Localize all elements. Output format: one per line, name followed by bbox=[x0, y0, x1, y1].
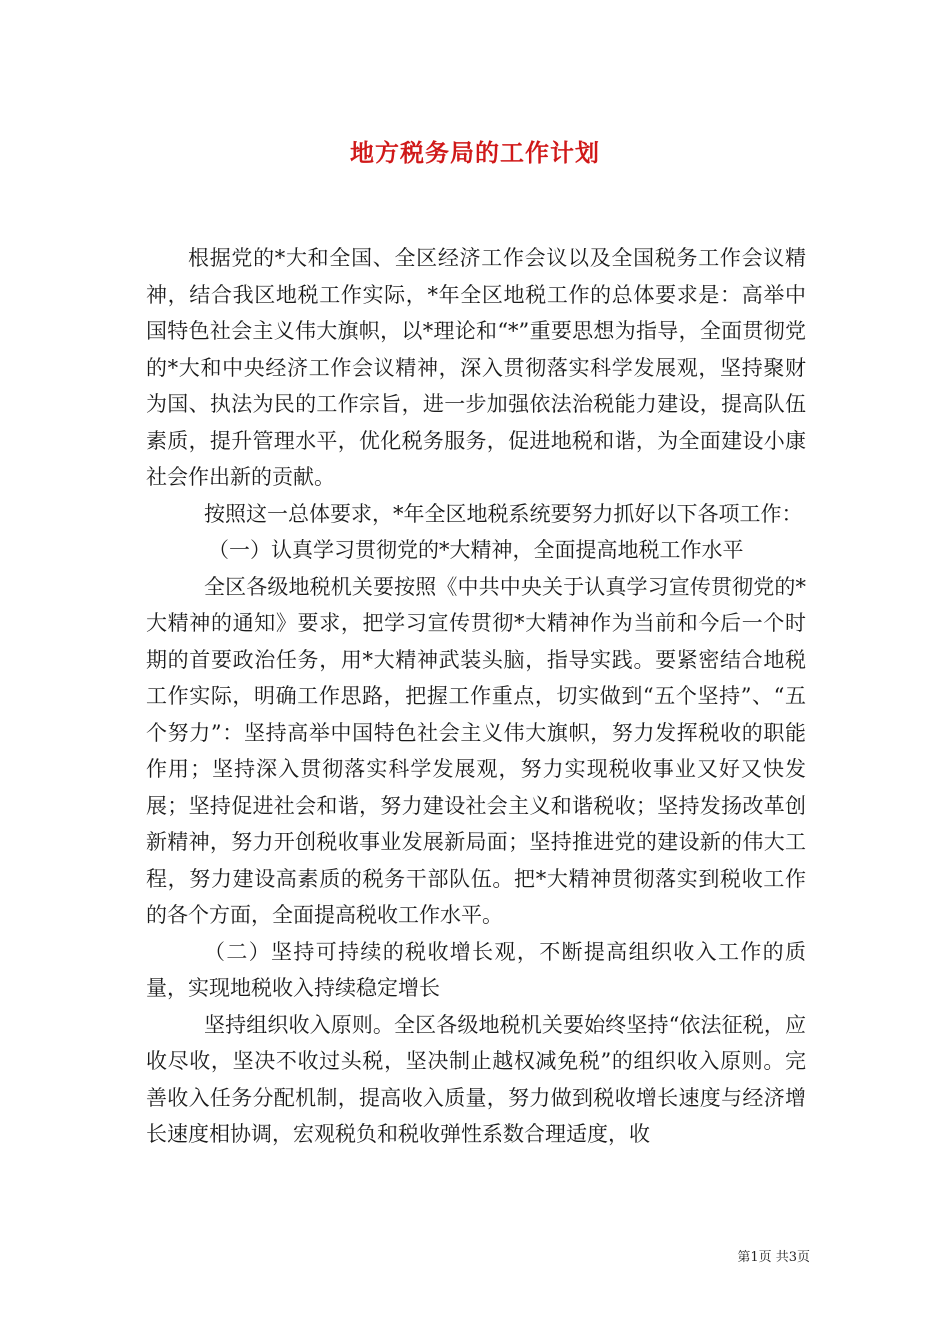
page-number: 第1页 共3页 bbox=[737, 1250, 810, 1265]
document-title: 地方税务局的工作计划 bbox=[350, 138, 600, 167]
section-heading-2: （二）坚持可持续的税收增长观，不断提高组织收入工作的质量，实现地税收入持续稳定增长 bbox=[146, 939, 806, 1000]
paragraph-section-1: 全区各级地税机关要按照《中共中央关于认真学习宣传贯彻党的*大精神的通知》要求，把学习宣传贯彻*大精神作为当前和今后一个时期的首要政治任务，用*大精神武装头脑，指导实践。要紧密结合地税工作实际，明确工作思路，把握工作重点，切实做到“五个坚持”、“五个努力”：坚持高举中国特色社会主义伟大旗帜，努力发挥税收的职能作用；坚持深入贯彻落实科学发展观，努力实现税收事业又好又快发展；坚持促进社会和谐，努力建设社会主义和谐税收；坚持发扬改革创新精神，努力开创税收事业发展新局面；坚持推进党的建设新的伟大工程，努力建设高素质的税务干部队伍。把*大精神贯彻落实到税收工作的各个方面，全面提高税收工作水平。 bbox=[146, 574, 806, 927]
paragraph-intro: 根据党的*大和全国、全区经济工作会议以及全国税务工作会议精神，结合我区地税工作实际，*年全区地税工作的总体要求是：高举中国特色社会主义伟大旗帜，以*理论和“*”重要思想为指导，全面贯彻党的*大和中央经济工作会议精神，深入贯彻落实科学发展观，坚持聚财为国、执法为民的工作宗旨，进一步加强依法治税能力建设，提高队伍素质，提升管理水平，优化税务服务，促进地税和谐，为全面建设小康社会作出新的贡献。 bbox=[146, 246, 806, 489]
paragraph-overview: 按照这一总体要求，*年全区地税系统要努力抓好以下各项工作： bbox=[204, 501, 803, 526]
document-body bbox=[146, 240, 806, 1153]
section-heading-1: （一）认真学习贯彻党的*大精神，全面提高地税工作水平 bbox=[208, 538, 744, 562]
paragraph-section-2: 坚持组织收入原则。全区各级地税机关要始终坚持“依法征税，应收尽收，坚决不收过头税，坚决制止越权减免税”的组织收入原则。完善收入任务分配机制，提高收入质量，努力做到税收增长速度与经济增长速度相协调，宏观税负和税收弹性系数合理适度，收 bbox=[146, 1012, 806, 1146]
